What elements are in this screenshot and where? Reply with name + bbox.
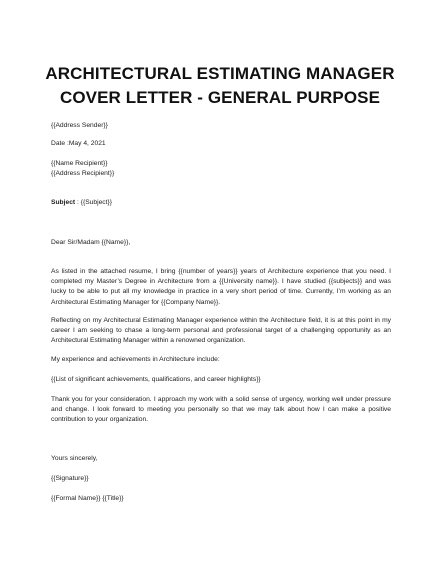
subject-label: Subject [51,199,76,206]
paragraph-experience: My experience and achievements in Architecture include: [51,356,220,363]
recipient-name: {{Name Recipient}} [51,160,108,167]
salutation: Dear Sir/Madam {{Name}}, [51,239,131,246]
sender-address: {{Address Sender}} [51,122,108,129]
document-title [20,62,420,110]
formal-name: {{Formal Name}} {{Title}} [51,495,124,502]
subject-line [51,198,391,208]
paragraph-intro: As listed in the attached resume, I bring {{number of years}} years of Architecture experience that you need. I completed my Master’s Degree in Architecture from a {{University name}}. I have studied {{subjects}} and was lucky to be able to put all my knowledge in practice in a very short period of time. Currently, I’m working as an Architectural Estimating Manager for {{Company Name}}. [51,268,391,306]
closing: Yours sincerely, [51,455,98,462]
subject-value: : {{Subject}} [77,199,112,206]
letter-date: Date :May 4, 2021 [51,140,106,147]
paragraph-achievements: {{List of significant achievements, qualifications, and career highlights}} [51,376,261,383]
paragraph-thanks: Thank you for your consideration. I approach my work with a solid sense of urgency, working well under pressure and change. I look forward to meeting you personally so that we may talk about how I can make a positive contribution to your organization. [51,396,391,424]
title-line-2: COVER LETTER - GENERAL PURPOSE [59,88,381,107]
signature: {{Signature}} [51,475,89,482]
title-line-1: ARCHITECTURAL ESTIMATING MANAGER [45,64,395,83]
recipient-address: {{Address Recipient}} [51,170,115,177]
paragraph-reflection: Reflecting on my Architectural Estimating Manager experience within the Architecture field, it is at this point in my career I am seeking to chase a long-term personal and professional target of a challenging opportunity as an Architectural Estimating Manager within a renowned organization. [51,317,391,345]
